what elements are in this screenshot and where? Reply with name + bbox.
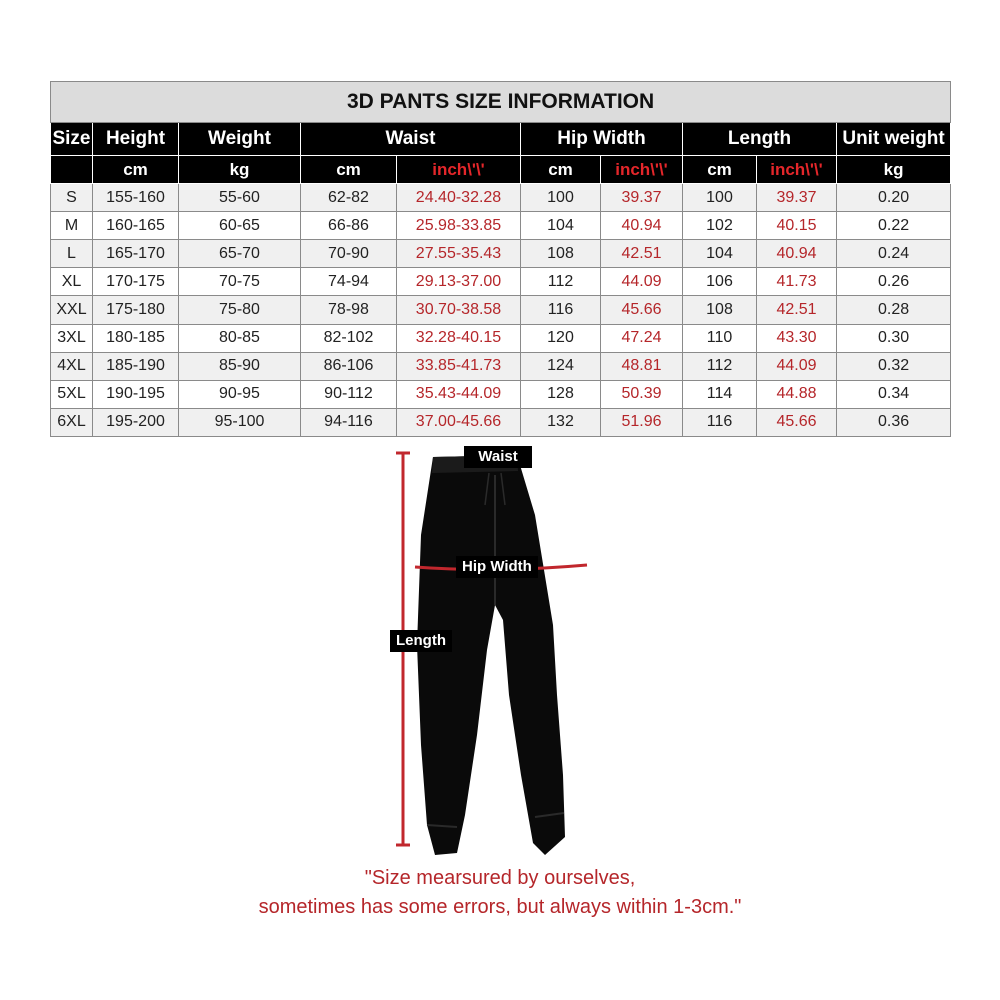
cell-length-cm: 102 xyxy=(683,212,757,240)
header-size: Size xyxy=(51,123,93,156)
note-line-2: sometimes has some errors, but always within 1-3cm." xyxy=(258,896,742,918)
cell-waist-inch: 30.70-38.58 xyxy=(397,296,521,324)
header-hip-width: Hip Width xyxy=(521,123,683,156)
cell-weight: 90-95 xyxy=(179,380,301,408)
cell-waist-cm: 70-90 xyxy=(301,240,397,268)
cell-size: XL xyxy=(51,268,93,296)
cell-length-cm: 116 xyxy=(683,408,757,436)
cell-height: 170-175 xyxy=(93,268,179,296)
cell-hip-inch: 44.09 xyxy=(601,268,683,296)
cell-length-cm: 114 xyxy=(683,380,757,408)
hip-width-label: Hip Width xyxy=(456,556,538,578)
cell-waist-cm: 86-106 xyxy=(301,352,397,380)
cell-length-inch: 40.15 xyxy=(757,212,837,240)
cell-weight: 60-65 xyxy=(179,212,301,240)
cell-unit-weight: 0.22 xyxy=(837,212,951,240)
table-row xyxy=(51,268,951,296)
cell-unit-weight: 0.28 xyxy=(837,296,951,324)
cell-size: XXL xyxy=(51,296,93,324)
cell-unit-weight: 0.26 xyxy=(837,268,951,296)
cell-waist-cm: 74-94 xyxy=(301,268,397,296)
cell-hip-cm: 120 xyxy=(521,324,601,352)
cell-weight: 55-60 xyxy=(179,184,301,212)
cell-weight: 75-80 xyxy=(179,296,301,324)
cell-waist-cm: 94-116 xyxy=(301,408,397,436)
cell-waist-cm: 90-112 xyxy=(301,380,397,408)
cell-length-cm: 100 xyxy=(683,184,757,212)
cell-hip-cm: 112 xyxy=(521,268,601,296)
cell-height: 185-190 xyxy=(93,352,179,380)
cell-length-cm: 108 xyxy=(683,296,757,324)
cell-hip-cm: 132 xyxy=(521,408,601,436)
table-row xyxy=(51,212,951,240)
table-row xyxy=(51,324,951,352)
pants-diagram xyxy=(385,445,620,865)
cell-hip-cm: 104 xyxy=(521,212,601,240)
cell-size: 4XL xyxy=(51,352,93,380)
table-row xyxy=(51,296,951,324)
cell-height: 190-195 xyxy=(93,380,179,408)
pants-body xyxy=(417,455,565,855)
cell-height: 175-180 xyxy=(93,296,179,324)
unit-weight: kg xyxy=(179,156,301,184)
cell-weight: 95-100 xyxy=(179,408,301,436)
unit-hip-inch: inch\'\' xyxy=(601,156,683,184)
unit-height: cm xyxy=(93,156,179,184)
table-row xyxy=(51,380,951,408)
length-label: Length xyxy=(390,630,452,652)
cell-hip-inch: 51.96 xyxy=(601,408,683,436)
cell-waist-inch: 27.55-35.43 xyxy=(397,240,521,268)
cell-hip-cm: 108 xyxy=(521,240,601,268)
cell-waist-cm: 66-86 xyxy=(301,212,397,240)
cell-length-inch: 39.37 xyxy=(757,184,837,212)
cell-waist-inch: 24.40-32.28 xyxy=(397,184,521,212)
cell-hip-inch: 40.94 xyxy=(601,212,683,240)
cell-length-inch: 41.73 xyxy=(757,268,837,296)
cell-weight: 70-75 xyxy=(179,268,301,296)
unit-length-cm: cm xyxy=(683,156,757,184)
cell-length-cm: 112 xyxy=(683,352,757,380)
unit-unit-weight: kg xyxy=(837,156,951,184)
cell-unit-weight: 0.34 xyxy=(837,380,951,408)
cell-waist-cm: 62-82 xyxy=(301,184,397,212)
cell-length-cm: 106 xyxy=(683,268,757,296)
table-title: 3D PANTS SIZE INFORMATION xyxy=(51,82,951,123)
cell-length-inch: 43.30 xyxy=(757,324,837,352)
table-row xyxy=(51,240,951,268)
cell-length-cm: 104 xyxy=(683,240,757,268)
cell-height: 195-200 xyxy=(93,408,179,436)
cell-hip-inch: 39.37 xyxy=(601,184,683,212)
cell-height: 180-185 xyxy=(93,324,179,352)
cell-unit-weight: 0.20 xyxy=(837,184,951,212)
cell-waist-cm: 82-102 xyxy=(301,324,397,352)
cell-unit-weight: 0.32 xyxy=(837,352,951,380)
cell-waist-inch: 29.13-37.00 xyxy=(397,268,521,296)
cell-size: 3XL xyxy=(51,324,93,352)
cell-size: M xyxy=(51,212,93,240)
cell-length-inch: 45.66 xyxy=(757,408,837,436)
cell-hip-cm: 128 xyxy=(521,380,601,408)
waist-label: Waist xyxy=(464,446,532,468)
cell-hip-inch: 50.39 xyxy=(601,380,683,408)
cell-hip-cm: 124 xyxy=(521,352,601,380)
unit-waist-inch: inch\'\' xyxy=(397,156,521,184)
cell-hip-inch: 48.81 xyxy=(601,352,683,380)
cell-size: 6XL xyxy=(51,408,93,436)
cell-hip-inch: 42.51 xyxy=(601,240,683,268)
cell-length-inch: 44.09 xyxy=(757,352,837,380)
header-weight: Weight xyxy=(179,123,301,156)
cell-waist-inch: 25.98-33.85 xyxy=(397,212,521,240)
pants-illustration xyxy=(417,455,565,855)
cell-waist-cm: 78-98 xyxy=(301,296,397,324)
cell-unit-weight: 0.30 xyxy=(837,324,951,352)
cell-length-inch: 40.94 xyxy=(757,240,837,268)
table-row xyxy=(51,184,951,212)
table-body xyxy=(51,184,951,437)
cell-weight: 80-85 xyxy=(179,324,301,352)
cell-length-inch: 44.88 xyxy=(757,380,837,408)
cell-size: 5XL xyxy=(51,380,93,408)
cell-waist-inch: 37.00-45.66 xyxy=(397,408,521,436)
header-waist: Waist xyxy=(301,123,521,156)
header-height: Height xyxy=(93,123,179,156)
cell-height: 160-165 xyxy=(93,212,179,240)
cell-length-cm: 110 xyxy=(683,324,757,352)
cell-size: S xyxy=(51,184,93,212)
size-chart-table xyxy=(50,81,951,437)
cell-weight: 65-70 xyxy=(179,240,301,268)
cell-unit-weight: 0.36 xyxy=(837,408,951,436)
note-line-1: "Size mearsured by ourselves, xyxy=(364,867,636,889)
cell-hip-inch: 47.24 xyxy=(601,324,683,352)
header-unit-weight: Unit weight xyxy=(837,123,951,156)
unit-waist-cm: cm xyxy=(301,156,397,184)
cell-waist-inch: 32.28-40.15 xyxy=(397,324,521,352)
cell-length-inch: 42.51 xyxy=(757,296,837,324)
table-row xyxy=(51,408,951,436)
unit-size-blank xyxy=(51,156,93,184)
cell-size: L xyxy=(51,240,93,268)
cell-hip-inch: 45.66 xyxy=(601,296,683,324)
cell-waist-inch: 35.43-44.09 xyxy=(397,380,521,408)
cell-height: 155-160 xyxy=(93,184,179,212)
cell-unit-weight: 0.24 xyxy=(837,240,951,268)
cell-hip-cm: 116 xyxy=(521,296,601,324)
table-row xyxy=(51,352,951,380)
unit-hip-cm: cm xyxy=(521,156,601,184)
cell-waist-inch: 33.85-41.73 xyxy=(397,352,521,380)
cell-hip-cm: 100 xyxy=(521,184,601,212)
cell-weight: 85-90 xyxy=(179,352,301,380)
unit-length-inch: inch\'\' xyxy=(757,156,837,184)
cell-height: 165-170 xyxy=(93,240,179,268)
header-length: Length xyxy=(683,123,837,156)
